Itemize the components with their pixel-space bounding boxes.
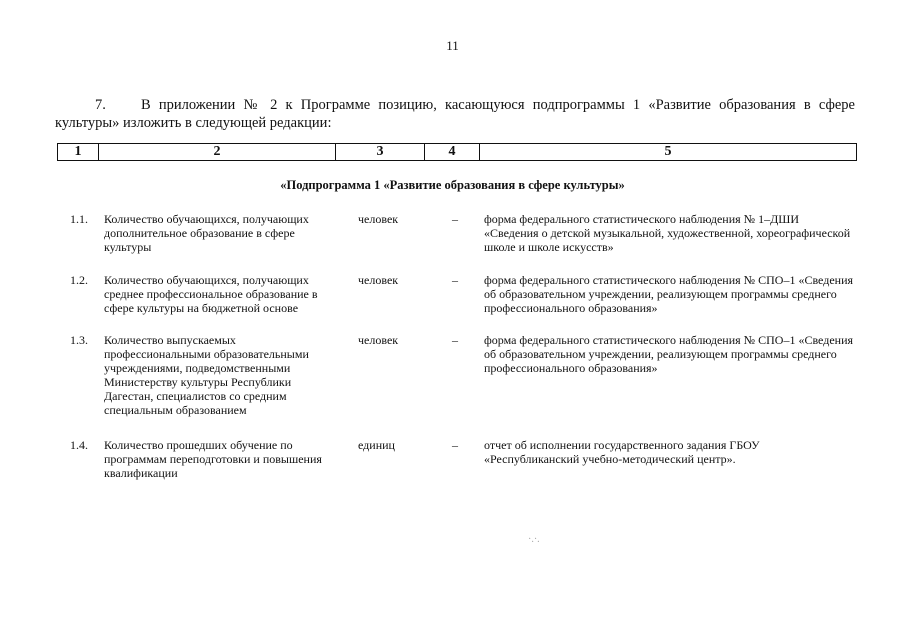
subprogram-title: «Подпрограмма 1 «Развитие образования в сфере культуры» [280,178,625,192]
paragraph-number: 7. [95,97,106,113]
data-source: форма федерального статистического наблюдения № 1–ДШИ «Сведения о детской музыкальной, художественной, хореографической школе и школе искусств» [484,212,851,254]
unit: человек [358,212,399,226]
unit: человек [358,333,399,347]
row-number: 1.2. [70,273,88,287]
indicator-name: Количество выпускаемых профессиональными образовательными учреждениями, подведомственными Министерству культуры Республики Дагестан, специалистов со средним специальным образованием [104,333,309,417]
row-number: 1.3. [70,333,88,347]
indicator-name: Количество обучающихся, получающих дополнительное образование в сфере культуры [104,212,309,254]
paragraph-text: В приложении № 2 к Программе позицию, касающуюся подпрограммы 1 «Развитие образования в сфере культуры» изложить в следующей редакции: [55,97,855,131]
page-number: 11 [446,38,459,53]
indicator-name: Количество обучающихся, получающих среднее профессиональное образование в сфере культуры на бюджетной основе [104,273,318,315]
data-source: форма федерального статистического наблюдения № СПО–1 «Сведения об образовательном учреждении, реализующем программы среднего профессионального образования» [484,273,854,315]
header-col-5: 5 [480,144,857,161]
row-number: 1.4. [70,438,88,452]
scan-artifact: ·.·. [528,534,540,545]
data-source: форма федерального статистического наблюдения № СПО–1 «Сведения об образовательном учреждении, реализующем программы среднего профессионального образования» [484,333,854,375]
column-number-header [57,143,857,161]
header-col-3: 3 [336,144,425,161]
header-col-1: 1 [58,144,99,161]
row-number: 1.1. [70,212,88,226]
dash: – [452,273,458,287]
unit: человек [358,273,399,287]
indicator-name: Количество прошедших обучение по программам переподготовки и повышения квалификации [104,438,322,480]
unit: единиц [358,438,395,452]
dash: – [452,333,458,347]
dash: – [452,212,458,226]
header-col-4: 4 [425,144,480,161]
amendment-paragraph [55,96,855,132]
data-source: отчет об исполнении государственного задания ГБОУ «Республиканский учебно-методический центр». [484,438,760,466]
dash: – [452,438,458,452]
header-col-2: 2 [99,144,336,161]
